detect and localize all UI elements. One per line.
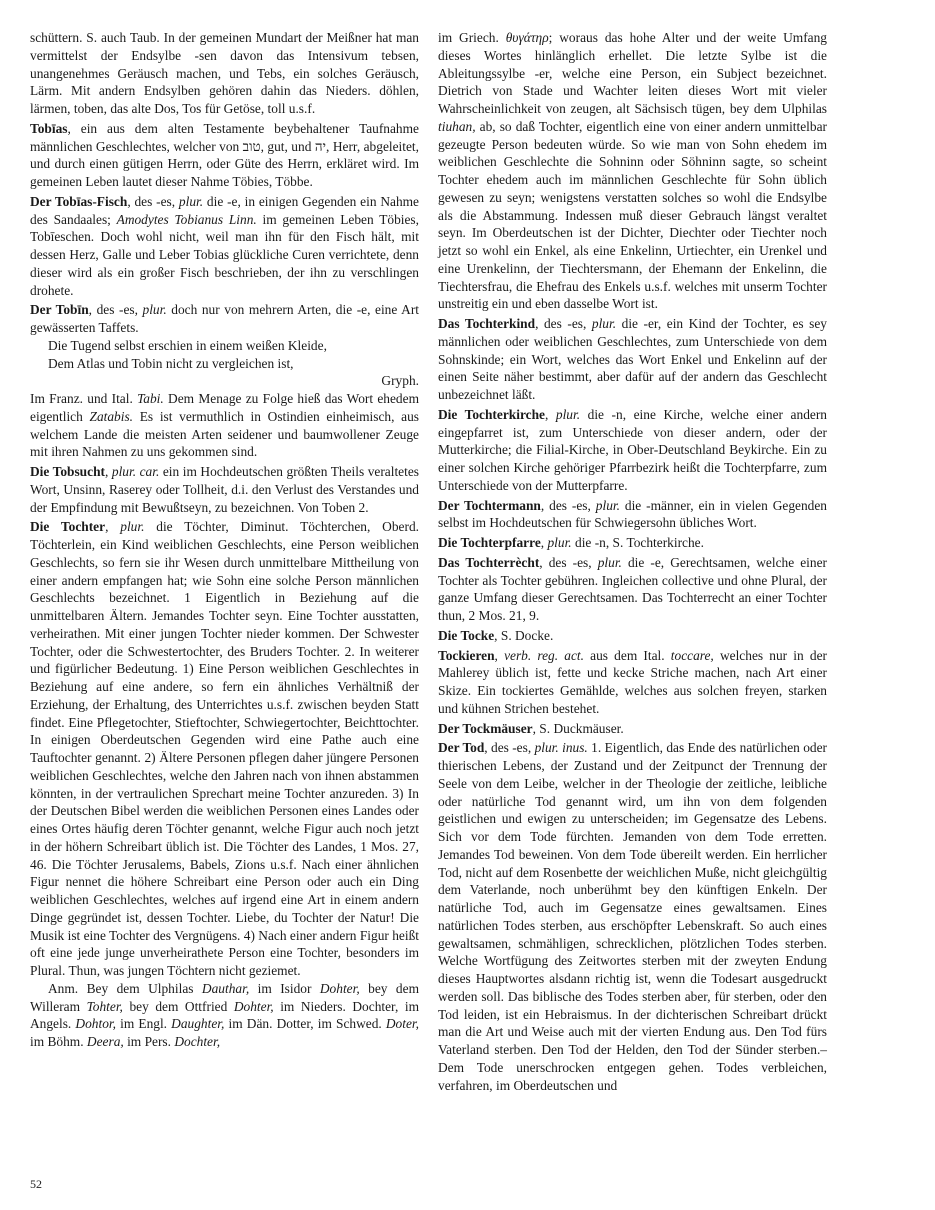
verse-author: Gryph. [381, 373, 419, 389]
entry-tobin-cont: Im Franz. und Ital. Tabi. Dem Menage zu Folge hieß das Wort ehedem eigentlich Zatabis. Es ist vermuthlich in Ostindien einheimisch, aus welchem Lande die meisten Arten seidener und baumwollener Zeuge mit ihren Nahmen zu uns gekommen sind. [30, 391, 419, 460]
entry-tochterpfarre: Die Tochterpfarre, plur. die -n, S. Tochterkirche. [438, 535, 704, 550]
entry-tod: Der Tod, des -es, plur. inus. 1. Eigentlich, das Ende des natürlichen oder thierischen Lebens, der Zustand und der Zeitpunct der Trennung der Seele von dem Leibe, welcher in der Theologie der zeitliche, leibliche oder natürliche Tod genannt wird, um ihn von dem folgenden geistlichen und ewigen zu unterscheiden; im Gegensatze des Lebens. Sich vor dem Tode fürchten. Jemanden von dem Tode erretten. Jemandes Tod beweinen. Von dem Tode übereilt werden. Ein herrlicher Tod, nicht auf dem Rosenbette der weichlichen Muße, nicht gleichgültig dem Vaterlande, noch unberühmt bey den künftigen Enkeln. Der natürliche Tod, auch im Gegensatze eines gewaltsamen. Eines natürlichen Todes sterben, aus erschöpfter Lebenskraft. So auch eines gewaltsamen, schmähligen, schrecklichen, plötzlichen Todes sterben. Welche Wortfügung des Zeitwortes sterben mit der zweyten Endung dieses Hauptwortes alsdann richtig ist, wenn die Todesart ausgedruckt werden soll. Das biblische des Todes sterben aber, für sterben, oder den Tod leiden, ist ein Hebraismus. In der dichterischen Schreibart drückt man die Art und Weise auch mit der vierten Endung aus. Den Tod fürs Vaterland sterben. Den Tod der Helden, den Tod der Sünder sterben.– Dem Tode unerschrocken entgegen gehen. Todes verbleichen, verfahren, im Oberdeutschen und [438, 740, 828, 1093]
headword: Der Tobīas-Fisch [30, 193, 128, 209]
entry-tochtermann: Der Tochtermann, des -es, plur. die -männer, ein in vielen Gegenden selbst im Hochdeutschen für Schwiegersohn übliches Wort. [438, 497, 827, 531]
entry-tocke: Die Tocke, S. Docke. [438, 627, 554, 643]
headword: Die Tochter [30, 519, 106, 535]
entry-tochter-cont: im Griech. θυγάτηρ; woraus das hohe Alter und der weite Umfang dieses Wortes hinlänglich erhellet. Die letzte Sylbe ist die Ableitungssylbe -er, welche eine Person, ein Subject bezeichnet. Dietrich von Stade und Wachter leiten dieses Wort mit vieler Wahrscheinlichkeit von zeugen, alt Sächsisch tügen, bey dem Ulphilas tiuhan, ab, so daß Tochter, eigentlich eine von einer andern unmittelbar gezeugte Person bedeuten würde. So wie man von Sohn ehedem im weiblichen Geschlechte die Sohninn oder Söhninn sagte, so scheint Tochter ehedem auch im männlichen Geschlechte für Sohn üblich gewesen zu seyn; wenigstens verstatten solches so wohl die Endsylbe als die Abstammung. Indessen muß dieser Gebrauch längst veraltet seyn. Im Oberdeutschen ist der Dichter, Diechter oder Tiechter noch jetzt so wohl ein Enkel, als eine Enkelinn, Urtiechter, ein Urenkel und eine Urenkelinn, der Tiechtersmann, der Ehemann der Enkelinn, die Tiechtersfrau, die Ehefrau des Enkels u.s.f. welches mit unserm Tochter unstreitig ein und eben dasselbe Wort ist. [438, 30, 827, 312]
entry-tockieren: Tockieren, verb. reg. act. aus dem Ital. toccare, welches nur in der Mahlerey üblich ist, fette und kecke Striche machen, nach Art einer Skize. Ein tockiertes Gemählde, welches aus solchen freyen, starken und kühnen Strichen bestehet. [438, 647, 827, 716]
headword: Das Tochterrècht [438, 554, 540, 570]
entry-tochterrecht: Das Tochterrècht, des -es, plur. die -e, Gerechtsamen, welche einer Tochter als Tochter gebühren. Ingleichen collective und ohne Plural, der ganze Umfang dieser Gerechtsamen. Das Tochterrecht an einer Tochter thun, 2 Mos. 21, 9. [438, 554, 828, 623]
page-number: 52 [30, 1177, 42, 1191]
entry-tobsucht: Die Tobsucht, plur. car. ein im Hochdeutschen größten Theils veraltetes Wort, Unsinn, Raserey oder Tollheit, d.i. den Verlust des Verstandes und der Empfindung mit Bewußtseyn, zu bezeichnen. Von Toben 2. [30, 464, 419, 515]
headword: Tobīas [30, 120, 68, 136]
verse-line: Dem Atlas und Tobin nicht zu vergleichen ist, [48, 355, 294, 371]
headword: Die Tocke [438, 627, 495, 643]
headword: Die Tobsucht [30, 464, 105, 479]
headword: Die Tochterpfarre [438, 535, 541, 550]
verse-line: Die Tugend selbst erschien in einem weißen Kleide, [48, 337, 327, 353]
left-column [30, 29, 419, 1051]
entry-continuation: schüttern. S. auch Taub. In der gemeinen Mundart der Meißner hat man vermittelst der Endsylbe -sen davon das Intensivum tebsen, unangenehmes Geräusch machen, und Tebs, ein solches Geräusch, Lärm. Mit andern Endsylben gehören dahin das Nieders. döhlen, lärmen, toben, das alte Dos, Tos für Getöse, toll u.s.f. [30, 30, 419, 116]
entry-tochterkind: Das Tochterkind, des -es, plur. die -er, ein Kind der Tochter, es sey männlichen oder weiblichen Geschlechtes, zum Unterschiede von dem Sohnskinde; ein Wort, welches das Wort Enkel und Enkelinn auf der einen Seite näher bestimmt, aber dafür auf der andern das Geschlecht unbezeichnet läßt. [438, 316, 827, 402]
entry-tochterkirche: Die Tochterkirche, plur. die -n, eine Kirche, welche einer andern eingepfarret ist, zum Unterschiede von dieser andern, oder der Mutterkirche; die Filial-Kirche, in Ober-Deutschland Beykirche. Ein zu einer solchen Kirche gehöriger Pfarrbezirk heißt die Tochterpfarre, zum Unterschiede von der Mutterpfarre. [438, 406, 827, 493]
headword: Tockieren [438, 647, 495, 663]
headword: Der Tockmäuser [438, 720, 533, 736]
entry-tochter: Die Tochter, plur. die Töchter, Diminut. Töchterchen, Oberd. Töchterlein, ein Kind weiblichen Geschlechts, eine Person weiblichen Geschlechts, so fern sie ihr Wesen durch unmittelbare Mittheilung von einer andern empfangen hat; wie Sohn eine solche Person männlichen Geschlechts bezeichnet. 1 Eigentlich in Beziehung auf die unmittelbaren Ältern. Jemandes Tochter seyn. Eine Tochter ausstatten, verheirathen. Mit einer jungen Tochter nieder kommen. Der Schwester Tochter, oder die Schwestertochter, des Bruders Tochter. 2. In weiterer und figürlicher Bedeutung. 1) Eine Person weiblichen Geschlechtes in Beziehung auf eine andere, so fern ein ähnliches Verhältniß der Erziehung, der Erhaltung, des Unterrichtes u.s.f. zwischen beyden Statt findet. Eine Pflegetochter, Stieftochter, Schwiegertochter, Beichttochter. In einigen Oberdeutschen Gegenden wird eine Pathe auch eine Tauftochter genannt. 2) Ältere Personen pflegen daher jüngere Personen weiblichen Geschlechtes, welche den Jahren nach von ihnen abstammen könnten, in der vertraulichen Sprechart meine Tochter anzureden. 3) In der Deutschen Bibel werden die weiblichen Personen eines Landes oder eines Ortes häufig deren Töchter genannt, welche Figur auch noch jetzt in der höhern Schreibart üblich ist. Die Töchter des Landes, 1 Mos. 27, 46. Die Töchter Jerusalems, Babels, Zions u.s.f. Nach einer ähnlichen Figur nennet die höhere Schreibart eine Person oder auch ein Ding weiblichen Geschlechtes, welches auf irgend eine Art in einem andern Dinge gegründet ist, dessen Tochter. Liebe, du Tochter der Natur! Die Musik ist eine Tochter des Vergnügens. 4) Nach einer andern Figur heißt oft eine jede junge unverheirathete Person eine Tochter, besonders im Plural. Thun, was jungen Töchtern nicht geziemet. [30, 519, 419, 978]
entry-anmerkung: Anm. Bey dem Ulphilas Dauthar, im Isidor Dohter, bey dem Willeram Tohter, bey dem Ottfried Dohter, im Nieders. Dochter, im Angels. Dohtor, im Engl. Daughter, im Dän. Dotter, im Schwed. Doter, im Böhm. Deera, im Pers. Dochter, [30, 980, 419, 1049]
entry-tockmaeuser: Der Tockmäuser, S. Duckmäuser. [438, 720, 624, 736]
entry-tobias-fisch: Der Tobīas-Fisch, des -es, plur. die -e, in einigen Gegenden ein Nahme des Sandaales; Amodytes Tobianus Linn. im gemeinen Leben Töbies, Tobīeschen. Doch wohl nicht, weil man ihn für den Fisch hält, mit dessen Herz, Galle und Leber Tobias glückliche Curen verrichtete, denn dieser wird als ein großer Fisch beschrieben, der ihn zu verschlingen drohete. [30, 193, 419, 298]
headword: Die Tochterkirche [438, 406, 545, 422]
headword: Das Tochterkind [438, 316, 536, 331]
right-column [438, 29, 827, 1094]
headword: Der Tod [438, 740, 485, 756]
headword: Der Tobīn [30, 302, 89, 318]
headword: Der Tochtermann [438, 497, 541, 513]
entry-tobin: Der Tobīn, des -es, plur. doch nur von mehrern Arten, die -e, eine Art gewässerten Taffets. [30, 302, 419, 335]
entry-tobias: Tobīas, ein aus dem alten Testamente beybehaltener Taufnahme männlichen Geschlechtes, welcher von טוב, gut, und יה, Herr, abgeleitet, und durch einen gütigen Herrn, oder Güte des Herrn, erkläret wird. Im gemeinen Leben lautet dieser Nahme Töbies, Többe. [30, 120, 420, 189]
